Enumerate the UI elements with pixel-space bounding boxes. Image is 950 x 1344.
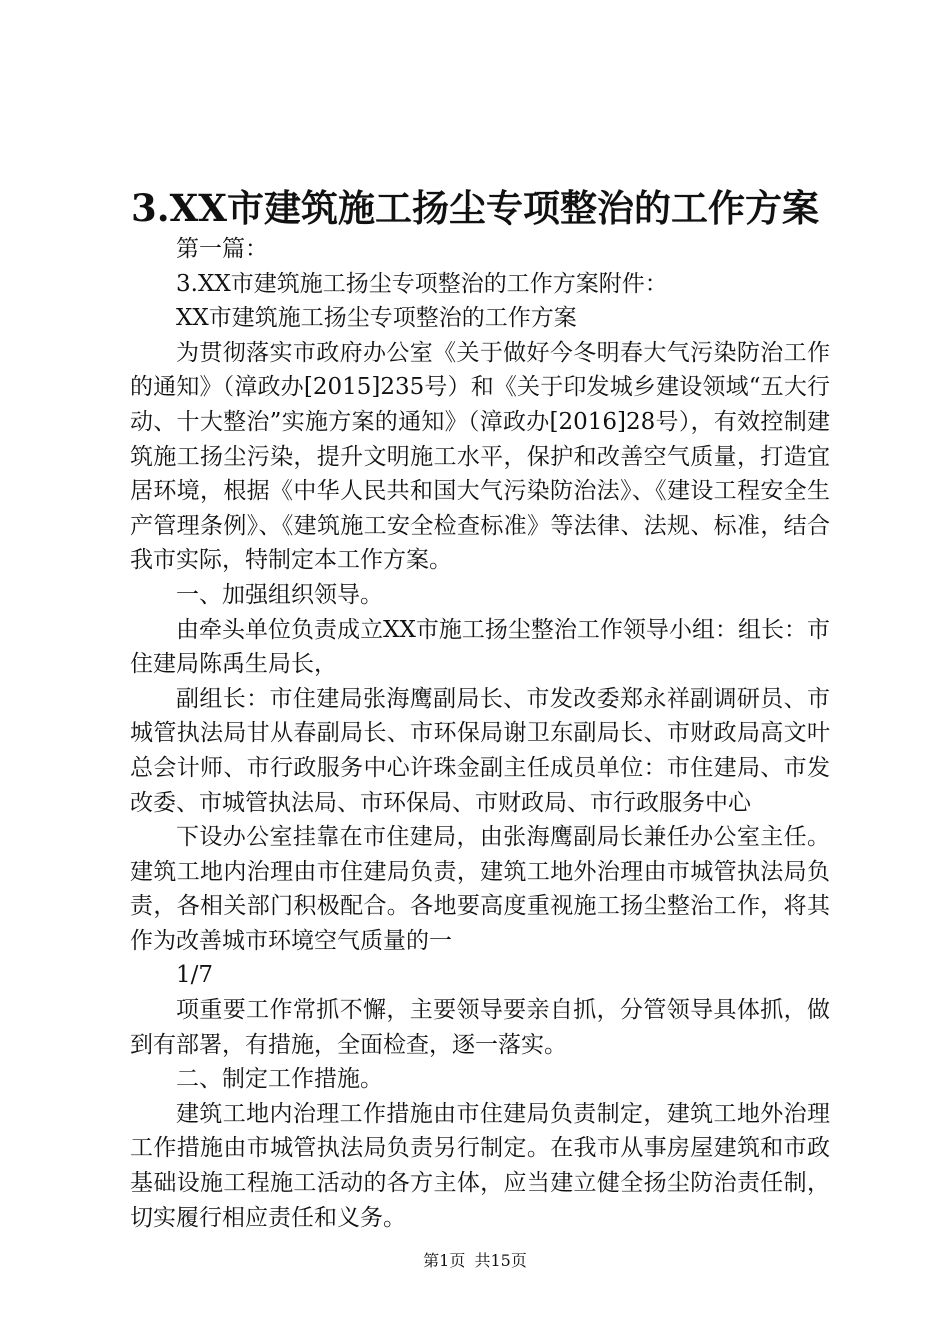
- subtitle-line: XX市建筑施工扬尘专项整治的工作方案: [176, 305, 577, 332]
- section-heading-organization: 一、加强组织领导。: [176, 581, 383, 608]
- page-total: 共15页: [474, 1251, 527, 1270]
- attachment-line: 3.XX市建筑施工扬尘专项整治的工作方案附件：: [176, 270, 668, 297]
- continuation-paragraph: 项重要工作常抓不懈，主要领导要亲自抓，分管领导具体抓，做到有部署，有措施，全面检查，逐一落实。: [130, 997, 830, 1058]
- document-body: [130, 232, 830, 1235]
- leader-paragraph: 由牵头单位负责成立XX市施工扬尘整治工作领导小组：组长：市住建局陈禹生局长，: [130, 616, 830, 678]
- section-heading-measures: 二、制定工作措施。: [176, 1066, 383, 1093]
- intro-paragraph: 为贯彻落实市政府办公室《关于做好今冬明春大气污染防治工作的通知》（漳政办[2015]235号）和《关于印发城乡建设领域“五大行动、十大整治”实施方案的通知》（漳政办[2016]28号），有效控制建筑施工扬尘污染，提升文明施工水平，保护和改善空气质量，打造宜居环境，根据《中华人民共和国大气污染防治法》、《建设工程安全生产管理条例》、《建筑施工安全检查标准》等法律、法规、标准，结合我市实际，特制定本工作方案。: [130, 339, 830, 574]
- deputy-leader-paragraph: 副组长：市住建局张海鹰副局长、市发改委郑永祥副调研员、市城管执法局甘从春副局长、市环保局谢卫东副局长、市财政局高文叶总会计师、市行政服务中心许珠金副主任成员单位：市住建局、市发改委、市城管执法局、市环保局、市财政局、市行政服务中心: [130, 685, 830, 816]
- section-heading-part-one: 第一篇：: [176, 236, 268, 262]
- office-paragraph: 下设办公室挂靠在市住建局，由张海鹰副局长兼任办公室主任。建筑工地内治理由市住建局负责，建筑工地外治理由市城管执法局负责，各相关部门积极配合。各地要高度重视施工扬尘整治工作，将其作为改善城市环境空气质量的一: [130, 824, 830, 954]
- inline-page-marker: 1/7: [176, 962, 214, 989]
- measures-paragraph: 建筑工地内治理工作措施由市住建局负责制定，建筑工地外治理工作措施由市城管执法局负责另行制定。在我市从事房屋建筑和市政基础设施工程施工活动的各方主体，应当建立健全扬尘防治责任制，切实履行相应责任和义务。: [130, 1100, 830, 1231]
- document-title: 3.XX市建筑施工扬尘专项整治的工作方案: [130, 186, 820, 230]
- page-footer: [0, 1250, 950, 1272]
- page-number: 第1页: [423, 1251, 466, 1270]
